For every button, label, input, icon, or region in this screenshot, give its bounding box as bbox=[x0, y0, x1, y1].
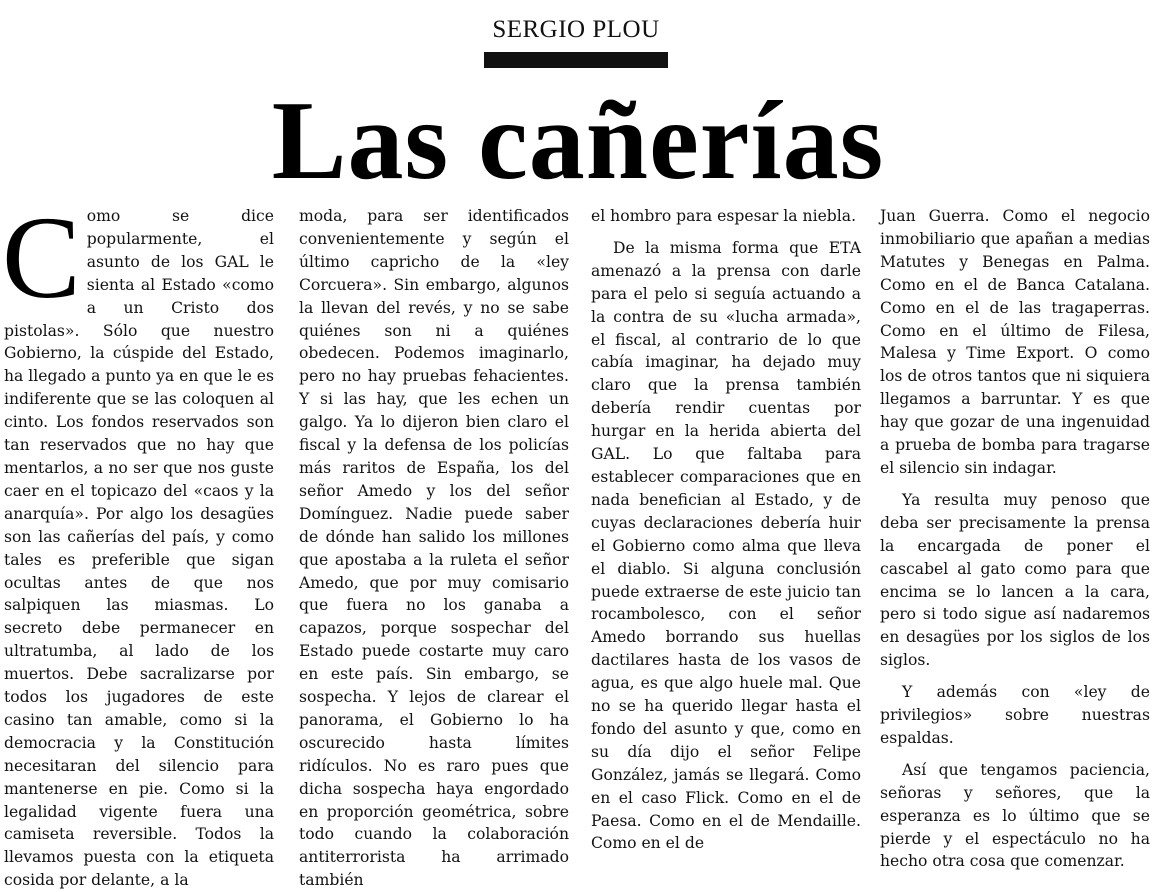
paragraph: Ya resulta muy penoso que deba ser precisamente la prensa la encargada de poner el cascabel al gato como para que encima se lo lancen a la cara, pero si todo sigue así nadaremos en desagües por los siglos de los siglos. bbox=[880, 490, 1150, 670]
article-column-3 bbox=[591, 205, 861, 855]
author-byline: SERGIO PLOU bbox=[492, 16, 660, 43]
paragraph: De la misma forma que ETA amenazó a la prensa con darle para el pelo si seguía actuando a la contra de su «lucha armada», el fiscal, al contrario de lo que cabía imaginar, ha dejado muy claro que la prensa también debería rendir cuentas por hurgar en la herida abierta del GAL. Lo que faltaba para establecer comparaciones que en nada benefician al Estado, y de cuyas declaraciones debería huir el Gobierno como alma que lleva el diablo. Si alguna conclusión puede extraerse de este juicio tan rocambolesco, con el señor Amedo borrando sus huellas dactilares hasta de los vasos de agua, es que algo huele mal. Que no se ha querido llegar hasta el fondo del asunto y que, como en su día dijo el señor Felipe González, jamás se llegará. Como en el caso Flick. Como en el de Paesa. Como en el de Mendaille. Como en el de bbox=[591, 238, 861, 853]
paragraph bbox=[2, 192, 274, 892]
paragraph: el hombro para espesar la niebla. bbox=[591, 207, 857, 225]
paragraph: Y además con «ley de privilegios» sobre nuestras espaldas. bbox=[880, 683, 1150, 747]
paragraph: Juan Guerra. Como el negocio inmobiliario que apañan a medias Matutes y Benegas en Palma. Como en el de Banca Catalana. Como en el de las tragaperras. Como en el último de Filesa, Malesa y Time Export. O como los de otros tantos que ni siquiera llegamos a barruntar. Y es que hay que gozar de una ingenuidad a prueba de bomba para tragarse el silencio sin indagar. bbox=[880, 207, 1150, 477]
paragraph: Así que tengamos paciencia, señoras y señores, que la esperanza es lo último que se pierde y el espectáculo no ha hecho otra cosa que comenzar. bbox=[880, 760, 1150, 871]
paragraph-text: omo se dice popularmente, el asunto de los GAL le sienta al Estado «como a un Cristo dos pistolas». Sólo que nuestro Gobierno, la cúspide del Estado, ha llegado a punto ya en que le es indiferente que se las coloquen al cinto. Los fondos reservados son tan reservados que no hay que mentarlos, a no ser que nos guste caer en el topicazo del «caos y la anarquía». Por algo los desagües son las cañerías del país, y como tales es preferible que sigan ocultas antes de que nos salpiquen las miasmas. Lo secreto debe permanecer en ultratumba, al lado de los muertos. Debe sacralizarse por todos los jugadores de este casino tan amable, como si la democracia y la Constitución necesitaran del silencio para mantenerse en pie. Como si la legalidad vigente fuera una camiseta reversible. Todos la llevamos puesta con la etiqueta cosida por delante, a la bbox=[4, 207, 274, 890]
article-title: Las cañerías bbox=[271, 79, 885, 203]
drop-cap: C bbox=[2, 192, 81, 323]
paragraph: moda, para ser identificados convenientemente y según el último capricho de la «ley Corcuera». Sin embargo, algunos la llevan del revés, y no se sabe quiénes son ni a quiénes obedecen. Podemos imaginarlo, pero no hay pruebas fehacientes. Y si las hay, que les echen un galgo. Ya lo dijeron bien claro el fiscal y la defensa de los policías más raritos de España, los del señor Amedo y los del señor Domínguez. Nadie puede saber de dónde han salido los millones que apostaba a la ruleta el señor Amedo, que por muy comisario que fuera no los ganaba a capazos, porque sospechar del Estado puede costarte muy caro en este país. Sin embargo, se sospecha. Y lejos de clarear el panorama, el Gobierno lo ha oscurecido hasta límites ridículos. No es raro pues que dicha sospecha haya engordado en proporción geométrica, sobre todo cuando la colaboración antiterrorista ha arrimado también bbox=[299, 207, 569, 890]
article-column-1 bbox=[2, 192, 274, 892]
byline-bar bbox=[484, 52, 668, 68]
article-column-2 bbox=[299, 205, 569, 892]
article-column-4 bbox=[880, 205, 1150, 873]
